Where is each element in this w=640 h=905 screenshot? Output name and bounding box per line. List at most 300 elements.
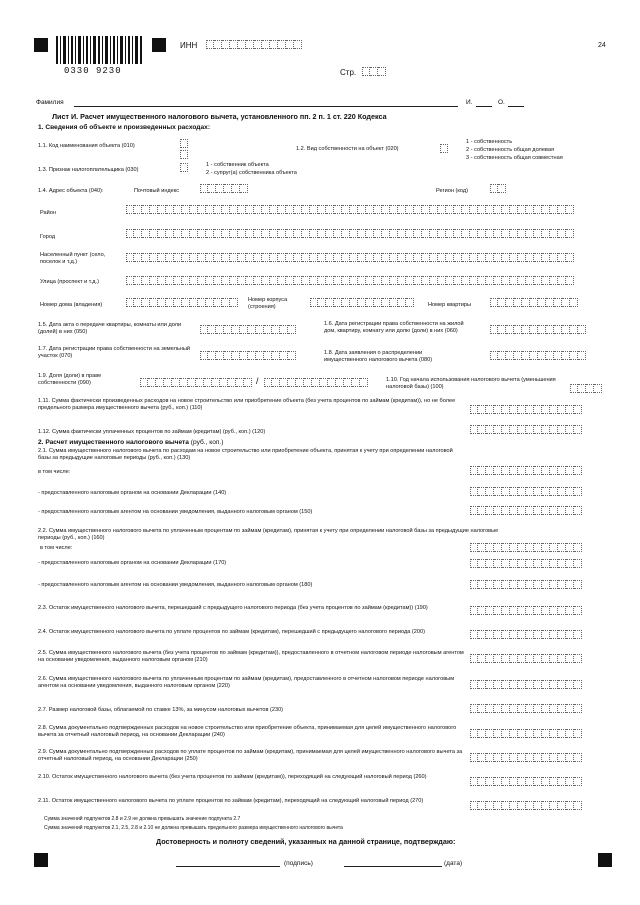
input-cell[interactable] — [430, 205, 438, 214]
input-cell[interactable] — [502, 466, 510, 475]
input-cell[interactable] — [470, 276, 478, 285]
input-cell[interactable] — [478, 801, 486, 810]
input-cell[interactable] — [406, 298, 414, 307]
input-cell[interactable] — [570, 325, 578, 334]
input-cell[interactable] — [490, 325, 498, 334]
input-cell[interactable] — [244, 378, 252, 387]
input-cell[interactable] — [574, 777, 582, 786]
input-cell[interactable] — [166, 229, 174, 238]
input-cell[interactable] — [558, 606, 566, 615]
input-cell[interactable] — [574, 654, 582, 663]
field-2-2a-cells[interactable] — [470, 559, 582, 568]
input-cell[interactable] — [280, 351, 288, 360]
input-cell[interactable] — [352, 378, 360, 387]
input-cell[interactable] — [318, 253, 326, 262]
input-cell[interactable] — [502, 654, 510, 663]
input-cell[interactable] — [188, 378, 196, 387]
input-cell[interactable] — [518, 630, 526, 639]
input-cell[interactable] — [558, 753, 566, 762]
input-cell[interactable] — [566, 466, 574, 475]
input-cell[interactable] — [174, 205, 182, 214]
input-cell[interactable] — [280, 378, 288, 387]
input-cell[interactable] — [490, 184, 498, 193]
input-cell[interactable] — [502, 580, 510, 589]
input-cell[interactable] — [494, 276, 502, 285]
input-cell[interactable] — [248, 351, 256, 360]
input-cell[interactable] — [288, 325, 296, 334]
input-cell[interactable] — [502, 630, 510, 639]
input-cell[interactable] — [550, 654, 558, 663]
input-cell[interactable] — [486, 543, 494, 552]
input-cell[interactable] — [246, 253, 254, 262]
input-cell[interactable] — [216, 325, 224, 334]
input-cell[interactable] — [206, 205, 214, 214]
input-cell[interactable] — [550, 543, 558, 552]
input-cell[interactable] — [228, 378, 236, 387]
input-cell[interactable] — [526, 276, 534, 285]
input-cell[interactable] — [422, 205, 430, 214]
input-cell[interactable] — [302, 229, 310, 238]
input-cell[interactable] — [334, 229, 342, 238]
input-cell[interactable] — [190, 298, 198, 307]
input-cell[interactable] — [502, 753, 510, 762]
field-1-10-cells[interactable] — [570, 384, 602, 393]
input-cell[interactable] — [360, 378, 368, 387]
input-cell[interactable] — [510, 606, 518, 615]
input-cell[interactable] — [486, 654, 494, 663]
input-cell[interactable] — [150, 276, 158, 285]
input-cell[interactable] — [172, 378, 180, 387]
input-cell[interactable] — [214, 298, 222, 307]
input-cell[interactable] — [558, 704, 566, 713]
building-cells[interactable] — [310, 298, 414, 307]
input-cell[interactable] — [478, 506, 486, 515]
input-cell[interactable] — [342, 253, 350, 262]
input-cell[interactable] — [230, 298, 238, 307]
input-cell[interactable] — [570, 298, 578, 307]
field-2-2b-cells[interactable] — [470, 580, 582, 589]
input-cell[interactable] — [574, 606, 582, 615]
input-cell[interactable] — [542, 253, 550, 262]
input-cell[interactable] — [230, 253, 238, 262]
input-cell[interactable] — [494, 466, 502, 475]
input-cell[interactable] — [214, 276, 222, 285]
input-cell[interactable] — [454, 276, 462, 285]
input-cell[interactable] — [494, 630, 502, 639]
input-cell[interactable] — [350, 229, 358, 238]
input-cell[interactable] — [538, 351, 546, 360]
input-cell[interactable] — [358, 276, 366, 285]
input-cell[interactable] — [264, 351, 272, 360]
input-cell[interactable] — [350, 253, 358, 262]
input-cell[interactable] — [312, 378, 320, 387]
input-cell[interactable] — [542, 729, 550, 738]
input-cell[interactable] — [514, 351, 522, 360]
input-cell[interactable] — [526, 253, 534, 262]
input-cell[interactable] — [222, 205, 230, 214]
input-cell[interactable] — [262, 276, 270, 285]
input-cell[interactable] — [574, 543, 582, 552]
input-cell[interactable] — [470, 753, 478, 762]
input-cell[interactable] — [574, 729, 582, 738]
initial-i-line[interactable] — [476, 106, 492, 107]
field-1-2-cells[interactable] — [440, 144, 448, 153]
input-cell[interactable] — [222, 253, 230, 262]
input-cell[interactable] — [558, 801, 566, 810]
input-cell[interactable] — [446, 205, 454, 214]
input-cell[interactable] — [214, 229, 222, 238]
input-cell[interactable] — [478, 253, 486, 262]
input-cell[interactable] — [486, 606, 494, 615]
field-1-7-cells[interactable] — [200, 351, 296, 360]
input-cell[interactable] — [566, 654, 574, 663]
input-cell[interactable] — [470, 704, 478, 713]
input-cell[interactable] — [542, 229, 550, 238]
input-cell[interactable] — [498, 184, 506, 193]
input-cell[interactable] — [486, 704, 494, 713]
input-cell[interactable] — [550, 704, 558, 713]
input-cell[interactable] — [134, 276, 142, 285]
input-cell[interactable] — [566, 229, 574, 238]
input-cell[interactable] — [518, 253, 526, 262]
input-cell[interactable] — [326, 298, 334, 307]
input-cell[interactable] — [574, 630, 582, 639]
apartment-cells[interactable] — [490, 298, 578, 307]
input-cell[interactable] — [214, 253, 222, 262]
input-cell[interactable] — [550, 425, 558, 434]
input-cell[interactable] — [534, 729, 542, 738]
input-cell[interactable] — [494, 580, 502, 589]
input-cell[interactable] — [462, 229, 470, 238]
house-cells[interactable] — [126, 298, 238, 307]
input-cell[interactable] — [538, 325, 546, 334]
input-cell[interactable] — [502, 777, 510, 786]
input-cell[interactable] — [534, 680, 542, 689]
input-cell[interactable] — [294, 40, 302, 49]
input-cell[interactable] — [526, 729, 534, 738]
input-cell[interactable] — [280, 325, 288, 334]
input-cell[interactable] — [342, 276, 350, 285]
input-cell[interactable] — [164, 378, 172, 387]
input-cell[interactable] — [358, 298, 366, 307]
input-cell[interactable] — [454, 205, 462, 214]
input-cell[interactable] — [502, 276, 510, 285]
input-cell[interactable] — [462, 205, 470, 214]
input-cell[interactable] — [510, 654, 518, 663]
input-cell[interactable] — [398, 298, 406, 307]
input-cell[interactable] — [134, 205, 142, 214]
input-cell[interactable] — [358, 205, 366, 214]
input-cell[interactable] — [542, 630, 550, 639]
input-cell[interactable] — [238, 40, 246, 49]
input-cell[interactable] — [342, 229, 350, 238]
input-cell[interactable] — [304, 378, 312, 387]
input-cell[interactable] — [430, 229, 438, 238]
input-cell[interactable] — [224, 184, 232, 193]
input-cell[interactable] — [542, 777, 550, 786]
input-cell[interactable] — [286, 205, 294, 214]
input-cell[interactable] — [542, 580, 550, 589]
input-cell[interactable] — [510, 543, 518, 552]
input-cell[interactable] — [534, 606, 542, 615]
input-cell[interactable] — [406, 205, 414, 214]
input-cell[interactable] — [206, 40, 214, 49]
input-cell[interactable] — [158, 276, 166, 285]
input-cell[interactable] — [562, 351, 570, 360]
input-cell[interactable] — [502, 559, 510, 568]
input-cell[interactable] — [526, 425, 534, 434]
input-cell[interactable] — [134, 298, 142, 307]
input-cell[interactable] — [510, 253, 518, 262]
input-cell[interactable] — [334, 253, 342, 262]
input-cell[interactable] — [518, 559, 526, 568]
field-1-6-cells[interactable] — [490, 325, 586, 334]
input-cell[interactable] — [470, 543, 478, 552]
input-cell[interactable] — [510, 229, 518, 238]
input-cell[interactable] — [142, 298, 150, 307]
input-cell[interactable] — [398, 276, 406, 285]
input-cell[interactable] — [566, 606, 574, 615]
input-cell[interactable] — [358, 229, 366, 238]
input-cell[interactable] — [526, 559, 534, 568]
field-2-6-cells[interactable] — [470, 680, 582, 689]
input-cell[interactable] — [478, 229, 486, 238]
input-cell[interactable] — [150, 229, 158, 238]
input-cell[interactable] — [566, 729, 574, 738]
input-cell[interactable] — [526, 630, 534, 639]
input-cell[interactable] — [494, 606, 502, 615]
input-cell[interactable] — [566, 559, 574, 568]
input-cell[interactable] — [126, 298, 134, 307]
input-cell[interactable] — [294, 205, 302, 214]
input-cell[interactable] — [224, 351, 232, 360]
input-cell[interactable] — [382, 229, 390, 238]
input-cell[interactable] — [326, 205, 334, 214]
input-cell[interactable] — [174, 229, 182, 238]
input-cell[interactable] — [222, 229, 230, 238]
field-2-1b-cells[interactable] — [470, 506, 582, 515]
input-cell[interactable] — [382, 253, 390, 262]
input-cell[interactable] — [510, 405, 518, 414]
input-cell[interactable] — [542, 543, 550, 552]
field-1-5-cells[interactable] — [200, 325, 296, 334]
input-cell[interactable] — [344, 378, 352, 387]
input-cell[interactable] — [502, 801, 510, 810]
input-cell[interactable] — [296, 378, 304, 387]
input-cell[interactable] — [542, 466, 550, 475]
input-cell[interactable] — [326, 253, 334, 262]
field-2-9-cells[interactable] — [470, 753, 582, 762]
input-cell[interactable] — [382, 298, 390, 307]
input-cell[interactable] — [566, 276, 574, 285]
input-cell[interactable] — [478, 729, 486, 738]
input-cell[interactable] — [526, 704, 534, 713]
input-cell[interactable] — [328, 378, 336, 387]
input-cell[interactable] — [554, 325, 562, 334]
input-cell[interactable] — [374, 205, 382, 214]
field-2-1-cells[interactable] — [470, 466, 582, 475]
input-cell[interactable] — [486, 205, 494, 214]
settlement-cells[interactable] — [126, 253, 574, 262]
input-cell[interactable] — [534, 753, 542, 762]
input-cell[interactable] — [478, 487, 486, 496]
input-cell[interactable] — [214, 40, 222, 49]
input-cell[interactable] — [208, 184, 216, 193]
input-cell[interactable] — [238, 205, 246, 214]
input-cell[interactable] — [222, 276, 230, 285]
input-cell[interactable] — [206, 276, 214, 285]
input-cell[interactable] — [510, 630, 518, 639]
input-cell[interactable] — [390, 253, 398, 262]
input-cell[interactable] — [534, 229, 542, 238]
input-cell[interactable] — [558, 229, 566, 238]
input-cell[interactable] — [558, 276, 566, 285]
input-cell[interactable] — [254, 253, 262, 262]
initial-o-line[interactable] — [508, 106, 524, 107]
region-cells[interactable] — [490, 184, 506, 193]
input-cell[interactable] — [566, 425, 574, 434]
field-1-9-cells-den[interactable] — [264, 378, 368, 387]
input-cell[interactable] — [366, 205, 374, 214]
signature-line[interactable] — [176, 866, 280, 867]
input-cell[interactable] — [272, 378, 280, 387]
input-cell[interactable] — [278, 253, 286, 262]
input-cell[interactable] — [542, 606, 550, 615]
input-cell[interactable] — [534, 704, 542, 713]
input-cell[interactable] — [486, 680, 494, 689]
field-2-10-cells[interactable] — [470, 777, 582, 786]
input-cell[interactable] — [562, 298, 570, 307]
input-cell[interactable] — [272, 351, 280, 360]
input-cell[interactable] — [510, 205, 518, 214]
input-cell[interactable] — [570, 384, 578, 393]
input-cell[interactable] — [294, 276, 302, 285]
input-cell[interactable] — [362, 67, 370, 76]
input-cell[interactable] — [230, 276, 238, 285]
input-cell[interactable] — [446, 229, 454, 238]
field-1-9-cells-num[interactable] — [140, 378, 252, 387]
input-cell[interactable] — [494, 729, 502, 738]
input-cell[interactable] — [550, 777, 558, 786]
input-cell[interactable] — [550, 801, 558, 810]
input-cell[interactable] — [574, 801, 582, 810]
input-cell[interactable] — [518, 487, 526, 496]
input-cell[interactable] — [470, 506, 478, 515]
input-cell[interactable] — [470, 425, 478, 434]
input-cell[interactable] — [478, 466, 486, 475]
input-cell[interactable] — [126, 205, 134, 214]
input-cell[interactable] — [478, 777, 486, 786]
input-cell[interactable] — [326, 276, 334, 285]
input-cell[interactable] — [350, 276, 358, 285]
input-cell[interactable] — [238, 253, 246, 262]
input-cell[interactable] — [550, 205, 558, 214]
input-cell[interactable] — [542, 680, 550, 689]
input-cell[interactable] — [518, 753, 526, 762]
input-cell[interactable] — [534, 425, 542, 434]
input-cell[interactable] — [256, 325, 264, 334]
input-cell[interactable] — [518, 229, 526, 238]
input-cell[interactable] — [278, 40, 286, 49]
input-cell[interactable] — [206, 229, 214, 238]
input-cell[interactable] — [566, 753, 574, 762]
input-cell[interactable] — [522, 325, 530, 334]
input-cell[interactable] — [558, 559, 566, 568]
input-cell[interactable] — [378, 67, 386, 76]
input-cell[interactable] — [534, 654, 542, 663]
input-cell[interactable] — [478, 606, 486, 615]
input-cell[interactable] — [438, 205, 446, 214]
input-cell[interactable] — [232, 184, 240, 193]
input-cell[interactable] — [254, 40, 262, 49]
input-cell[interactable] — [534, 276, 542, 285]
input-cell[interactable] — [200, 351, 208, 360]
input-cell[interactable] — [534, 580, 542, 589]
input-cell[interactable] — [198, 253, 206, 262]
input-cell[interactable] — [530, 351, 538, 360]
input-cell[interactable] — [486, 405, 494, 414]
district-cells[interactable] — [126, 205, 574, 214]
input-cell[interactable] — [382, 276, 390, 285]
input-cell[interactable] — [334, 276, 342, 285]
surname-line[interactable] — [74, 106, 458, 107]
input-cell[interactable] — [534, 253, 542, 262]
input-cell[interactable] — [526, 680, 534, 689]
input-cell[interactable] — [534, 487, 542, 496]
input-cell[interactable] — [470, 654, 478, 663]
input-cell[interactable] — [510, 276, 518, 285]
input-cell[interactable] — [586, 384, 594, 393]
input-cell[interactable] — [478, 704, 486, 713]
input-cell[interactable] — [486, 276, 494, 285]
input-cell[interactable] — [494, 654, 502, 663]
input-cell[interactable] — [554, 351, 562, 360]
input-cell[interactable] — [232, 325, 240, 334]
input-cell[interactable] — [288, 378, 296, 387]
input-cell[interactable] — [440, 144, 448, 153]
input-cell[interactable] — [494, 425, 502, 434]
input-cell[interactable] — [150, 298, 158, 307]
input-cell[interactable] — [502, 729, 510, 738]
input-cell[interactable] — [470, 729, 478, 738]
input-cell[interactable] — [398, 253, 406, 262]
input-cell[interactable] — [510, 680, 518, 689]
input-cell[interactable] — [438, 276, 446, 285]
input-cell[interactable] — [558, 425, 566, 434]
input-cell[interactable] — [140, 378, 148, 387]
input-cell[interactable] — [574, 704, 582, 713]
input-cell[interactable] — [566, 630, 574, 639]
input-cell[interactable] — [542, 654, 550, 663]
input-cell[interactable] — [534, 630, 542, 639]
input-cell[interactable] — [526, 543, 534, 552]
input-cell[interactable] — [478, 580, 486, 589]
postcode-cells[interactable] — [200, 184, 248, 193]
input-cell[interactable] — [518, 606, 526, 615]
input-cell[interactable] — [422, 276, 430, 285]
input-cell[interactable] — [254, 229, 262, 238]
input-cell[interactable] — [270, 229, 278, 238]
input-cell[interactable] — [264, 378, 272, 387]
input-cell[interactable] — [558, 253, 566, 262]
input-cell[interactable] — [174, 253, 182, 262]
input-cell[interactable] — [486, 559, 494, 568]
input-cell[interactable] — [150, 205, 158, 214]
input-cell[interactable] — [246, 229, 254, 238]
input-cell[interactable] — [478, 753, 486, 762]
input-cell[interactable] — [470, 606, 478, 615]
input-cell[interactable] — [230, 40, 238, 49]
